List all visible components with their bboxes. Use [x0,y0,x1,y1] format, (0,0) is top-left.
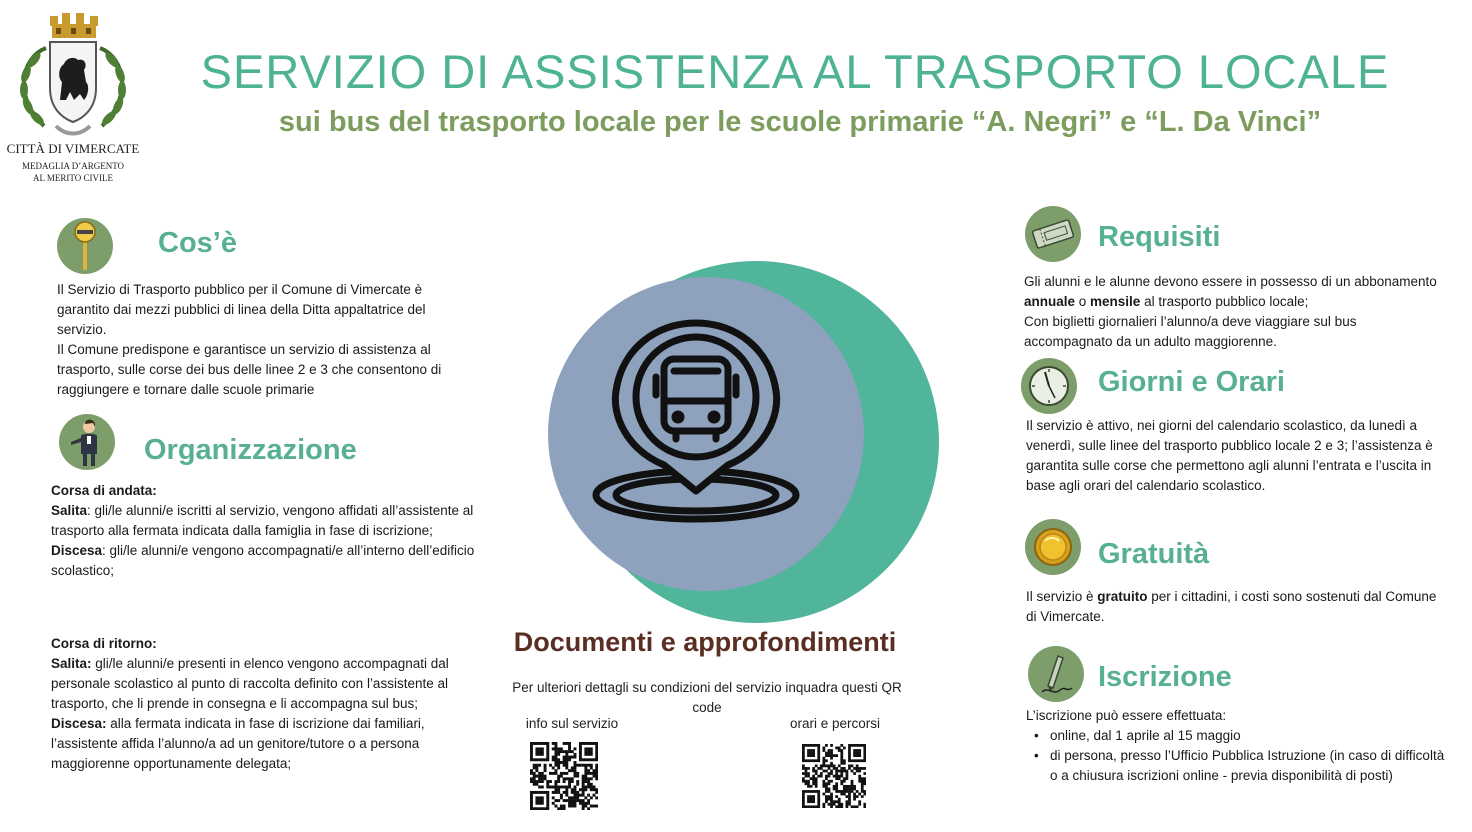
ticket-icon [1025,206,1081,262]
cose-text [57,280,477,400]
andata-salita-text: : gli/le alunni/e iscritti al servizio, vengono affidati all’assistente al trasporto alla fermata indicata dalla famiglia in fase di iscrizione; [51,503,474,538]
city-logo [0,8,146,192]
qr-code-orari[interactable] [802,744,866,808]
requisiti-annuale: annuale [1024,294,1076,309]
coin-icon [1025,519,1081,575]
iscrizione-intro: L’iscrizione può essere effettuata: [1026,708,1227,723]
qr-orari-label: orari e percorsi [789,716,881,731]
gratuita-text-2: per i cittadini, i costi sono sostenuti dal Comune di Vimercate. [1026,589,1437,624]
andata-salita-label: Salita [51,503,88,518]
page-subtitle: sui bus del trasporto locale per le scuole primarie “A. Negri” e “L. Da Vinci” [278,106,1322,138]
docs-description: Per ulteriori dettagli su condizioni del servizio inquadra questi QR code [512,680,902,715]
iscrizione-title: Iscrizione [1098,661,1232,693]
iscrizione-item-online: • online, dal 1 aprile al 15 maggio [1026,726,1446,746]
requisiti-text-2: o [1075,294,1091,309]
pen-signature-icon [1028,646,1084,702]
requisiti-text-4: Con biglietti giornalieri l’alunno/a deve viaggiare sul bus accompagnato da un adulto maggiorenne. [1024,314,1357,349]
docs-title: Documenti e approfondimenti [513,627,897,657]
organizzazione-title: Organizzazione [144,434,357,466]
cose-paragraph-1: Il Servizio di Trasporto pubblico per il Comune di Vimercate è garantito dai mezzi pubblici di linea della Ditta appaltatrice del servizio. [57,282,426,337]
gratuita-bold: gratuito [1097,589,1148,604]
organizzazione-ritorno [51,634,481,774]
andata-heading: Corsa di andata: [51,483,157,498]
qr-code-info[interactable] [530,742,598,810]
ritorno-discesa-label: Discesa: [51,716,107,731]
clock-icon [1021,358,1077,414]
bus-location-pin-icon [586,315,806,530]
coat-of-arms-icon [0,8,146,138]
requisiti-title: Requisiti [1098,221,1221,253]
bus-stop-sign-icon [57,218,113,274]
requisiti-text-3: al trasporto pubblico locale; [1140,294,1309,309]
ritorno-discesa-text: alla fermata indicata in fase di iscrizione dai familiari, l’assistente affida l’alunno/a ad un genitore/tutore o a persona maggiorenne opportunamente delegata; [51,716,425,771]
iscrizione-item-persona: • di persona, presso l’Ufficio Pubblica Istruzione (in caso di difficoltà o a chiusura iscrizioni online - previa disponibilità di posti) [1026,746,1446,786]
iscrizione-list [1026,726,1446,786]
assistant-person-icon [59,414,115,470]
organizzazione-andata [51,481,481,581]
giorni-title: Giorni e Orari [1098,366,1285,398]
ritorno-heading: Corsa di ritorno: [51,636,157,651]
gratuita-text [1026,587,1446,627]
requisiti-text-1: Gli alunni e le alunne devono essere in possesso di un abbonamento [1024,274,1437,289]
qr-info-label: info sul servizio [525,716,619,731]
ritorno-salita-text: gli/le alunni/e presenti in elenco vengono accompagnati dal personale scolastico al punto di raccolta definito con l’assistente al trasporto, che li prende in consegna e li accompagna sul bus; [51,656,449,711]
gratuita-text-1: Il servizio è [1026,589,1098,604]
logo-city-name: CITTÀ DI VIMERCATE [6,141,140,156]
requisiti-mensile: mensile [1090,294,1141,309]
andata-discesa-text: : gli/le alunni/e vengono accompagnati/e all’interno dell’edificio scolastico; [51,543,475,578]
page-title: SERVIZIO DI ASSISTENZA AL TRASPORTO LOCALE [200,45,1390,98]
logo-medal-line2: AL MERITO CIVILE [33,173,113,183]
logo-medal-line1: MEDAGLIA D’ARGENTO [21,161,125,171]
andata-discesa-label: Discesa [51,543,103,558]
gratuita-title: Gratuità [1098,538,1210,570]
cose-paragraph-2: Il Comune predispone e garantisce un servizio di assistenza al trasporto, sulle corse dei bus delle linee 2 e 3 che consentono di raggiungere e tornare dalle scuole primarie [57,342,442,397]
requisiti-text [1024,272,1444,352]
giorni-text: Il servizio è attivo, nei giorni del calendario scolastico, da lunedì a venerdì, sulle linee del trasporto pubblico locale 2 e 3; l’assistenza è garantita sulle corse che permettono agli alunni l’entrata e l’uscita in base agli orari del calendario scolastico. [1026,418,1433,493]
cose-title: Cos’è [158,227,237,259]
ritorno-salita-label: Salita: [51,656,92,671]
iscrizione-text [1026,706,1446,786]
